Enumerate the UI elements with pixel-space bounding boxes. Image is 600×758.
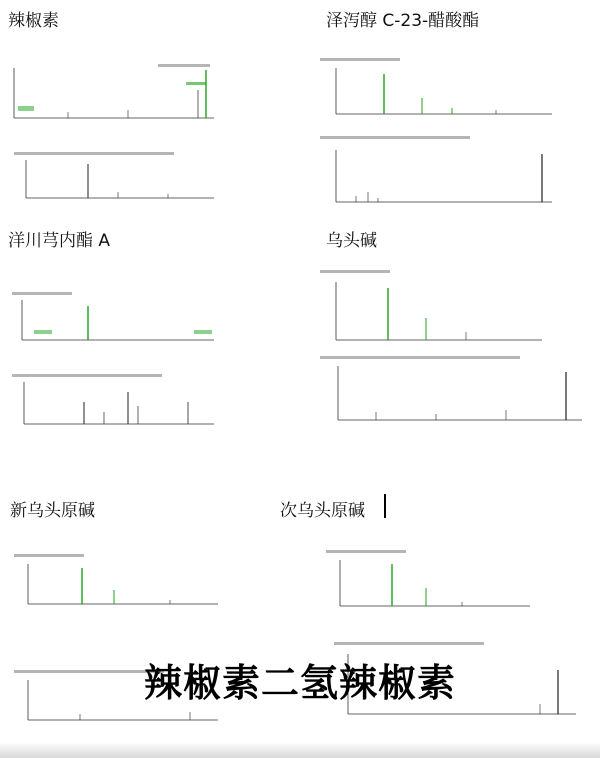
spectrum-senkyunolide-top [8, 290, 218, 354]
heading-hypaconine: 次乌头原碱 [280, 501, 365, 521]
heading-aconitine: 乌头碱 [326, 231, 377, 251]
spectrum-senkyunolide-bottom [8, 372, 218, 436]
heading-neoaconine: 新乌头原碱 [10, 501, 95, 521]
overlay-caption: 辣椒素二氢辣椒素 [143, 661, 456, 705]
spectrum-aconitine-bottom [316, 354, 586, 434]
spectrum-alisol-bottom [316, 134, 556, 216]
text-cursor [384, 494, 386, 518]
spectrum-neoaconine-top [10, 552, 222, 616]
heading-alisol-c-23-acetate: 泽泻醇 C-23-醋酸酯 [326, 11, 480, 31]
spectrum-capsaicin-top [8, 60, 218, 132]
heading-senkyunolide-a: 洋川芎内酯 A [8, 231, 111, 251]
heading-capsaicin: 辣椒素 [8, 11, 59, 31]
spectrum-hypaconine-top [322, 548, 534, 618]
spectrum-alisol-top [316, 56, 556, 120]
bottom-edge [0, 742, 600, 758]
spectrum-capsaicin-bottom [8, 150, 218, 212]
spectrum-aconitine-top [316, 268, 546, 348]
